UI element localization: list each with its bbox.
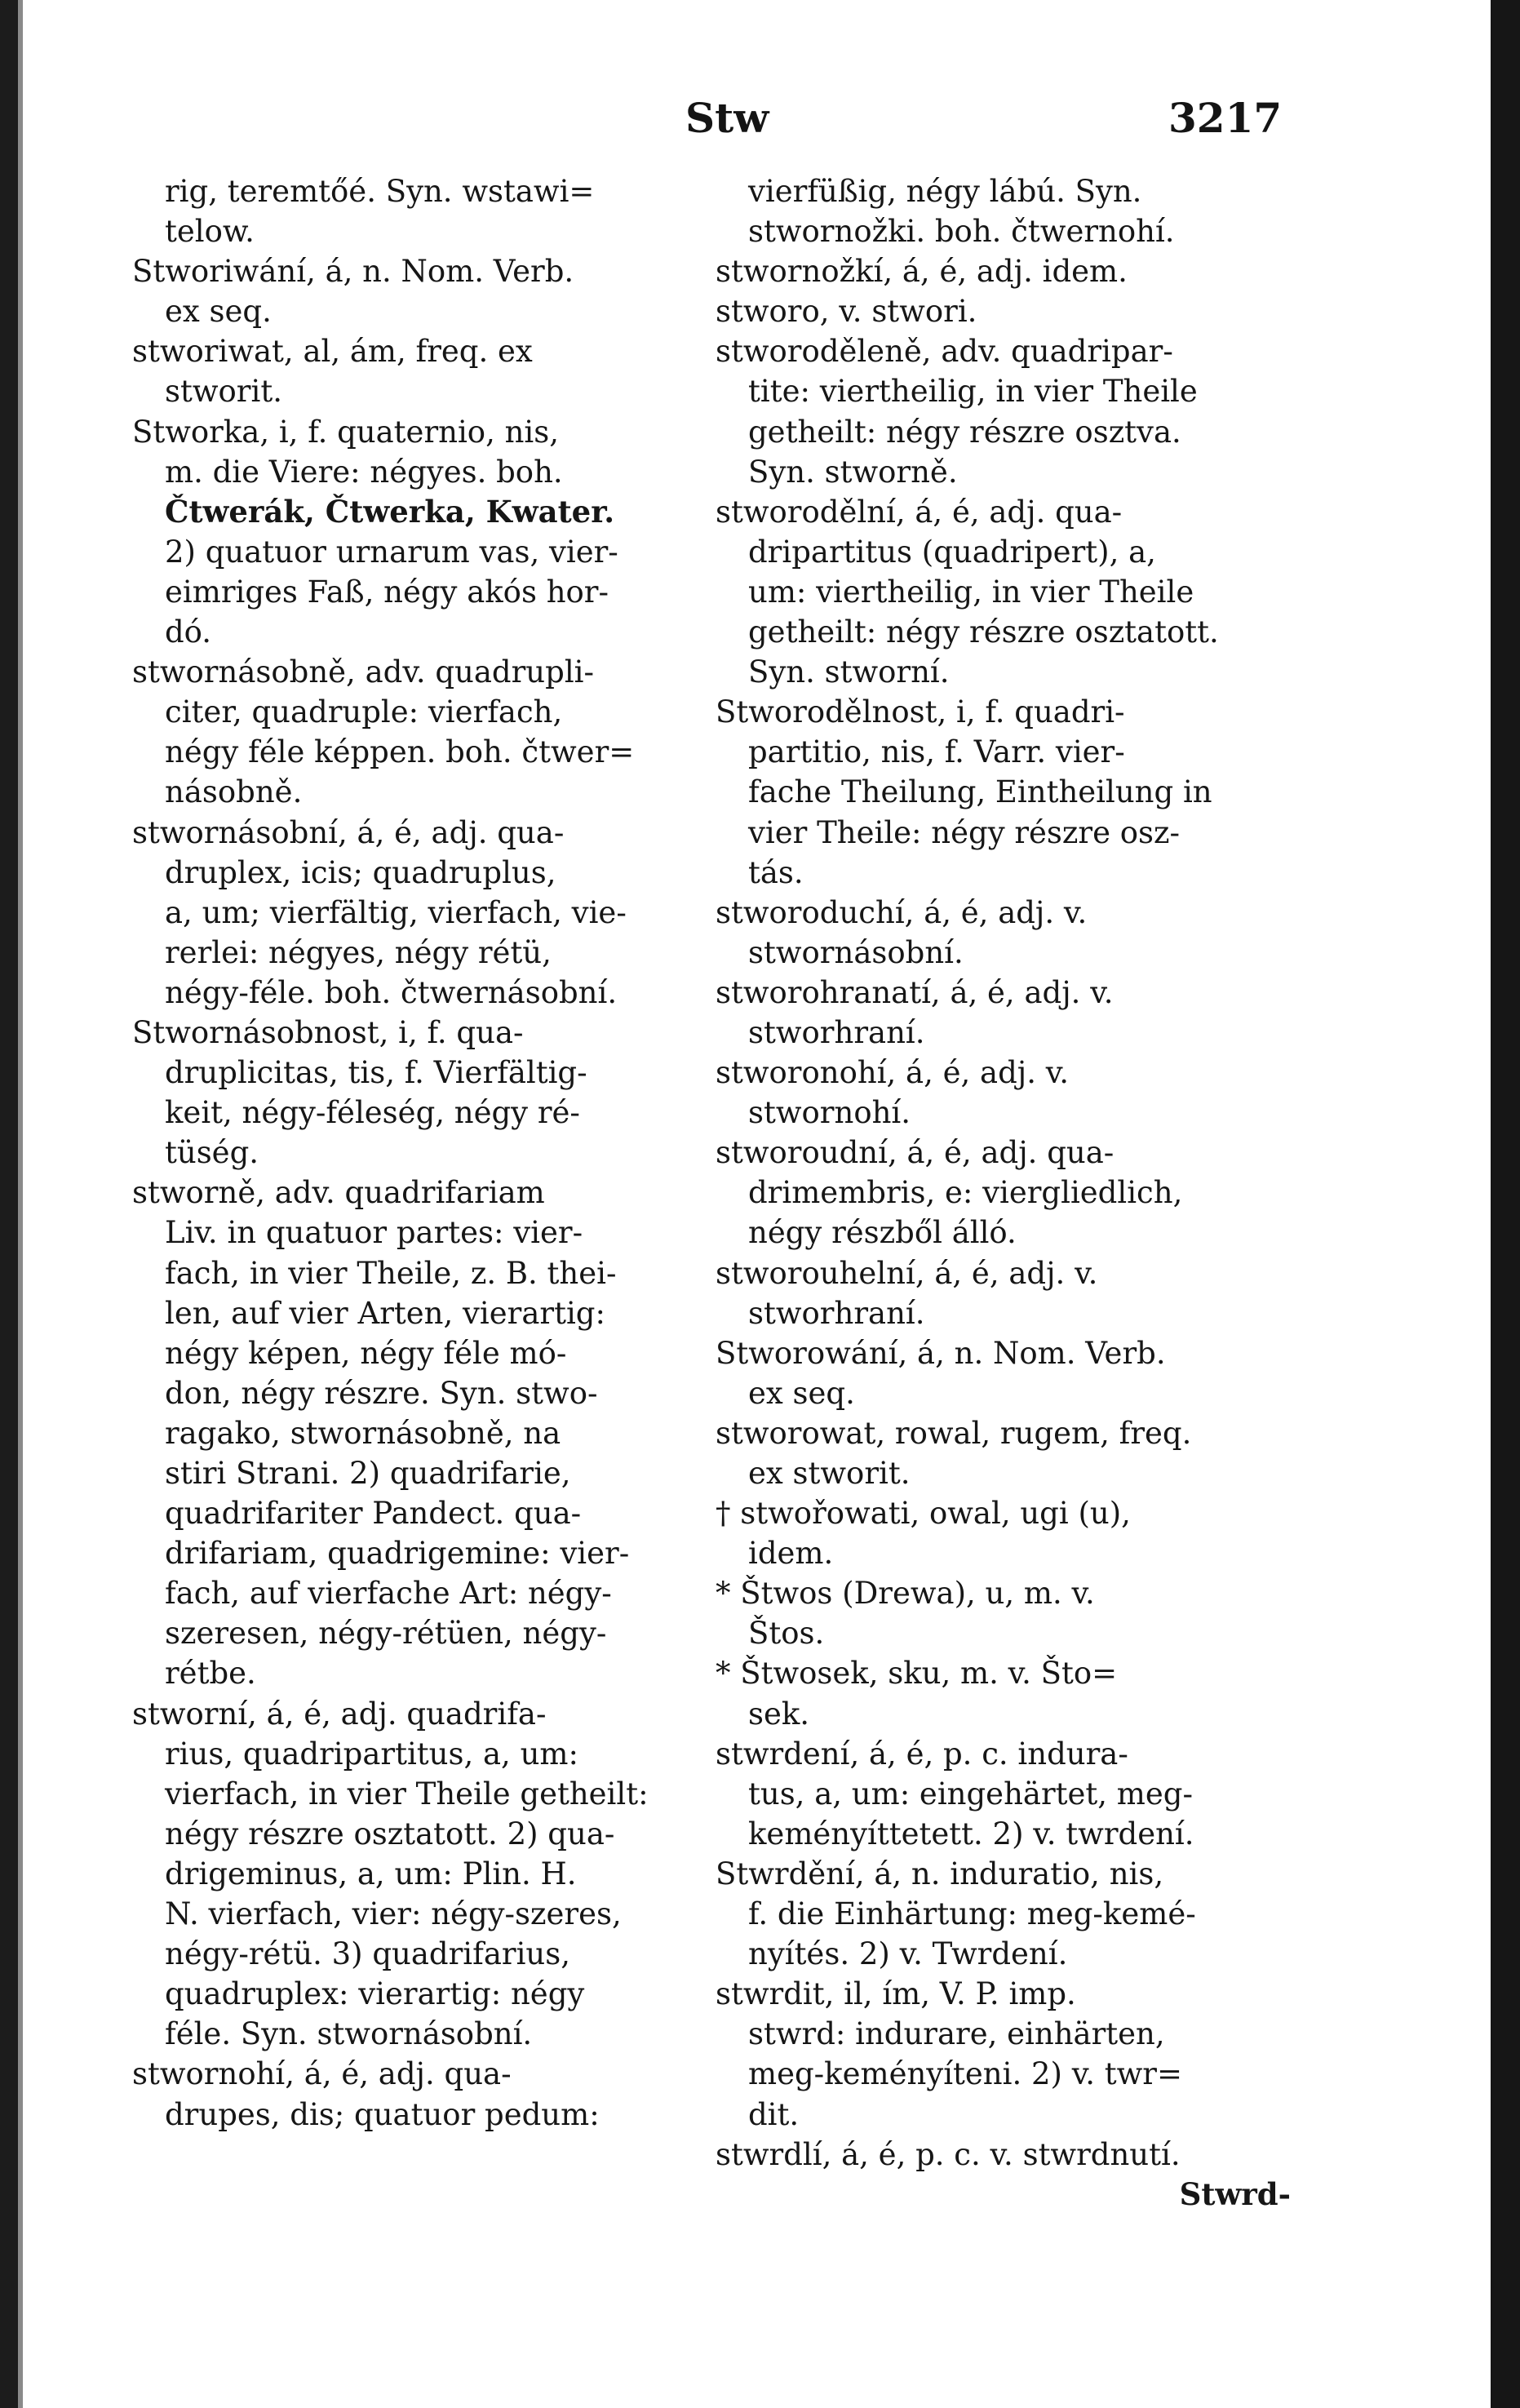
- entry-line: Štos.: [748, 1616, 825, 1652]
- entry-line: stworhraní.: [748, 1014, 925, 1050]
- entry-line: dripartitus (quadripert), a,: [748, 534, 1156, 570]
- catchword: Stwrd-: [1179, 2175, 1291, 2212]
- entry-line: stwornásobně, adv. quadrupli-: [132, 654, 594, 690]
- entry-line: don, négy részre. Syn. stwo-: [165, 1375, 598, 1411]
- page-edge-left: [0, 0, 18, 2408]
- entry-line: vierfach, in vier Theile getheilt:: [165, 1776, 649, 1812]
- entry-line: rius, quadripartitus, a, um:: [165, 1736, 578, 1772]
- entry-line: dit.: [748, 2096, 800, 2132]
- entry-line: † stwořowati, owal, ugi (u),: [716, 1496, 1131, 1532]
- entry-line: citer, quadruple: vierfach,: [165, 694, 563, 730]
- entry-line: meg-keményíteni. 2) v. twr=: [748, 2056, 1182, 2092]
- entry-line: stworowat, rowal, rugem, freq.: [716, 1415, 1192, 1451]
- entry-line: sek.: [748, 1696, 810, 1732]
- entry-line: ragako, stwornásobně, na: [165, 1415, 561, 1451]
- entry-line: ex stworit.: [748, 1456, 911, 1491]
- entry-line: keményíttetett. 2) v. twrdení.: [748, 1816, 1194, 1851]
- right-column: [716, 171, 1291, 2215]
- entry-line: idem.: [748, 1536, 834, 1572]
- entry-line: Stworka, i, f. quaternio, nis,: [132, 414, 560, 450]
- entry-line: len, auf vier Arten, vierartig:: [165, 1295, 605, 1331]
- entry-line: getheilt: négy részre osztatott.: [748, 614, 1219, 650]
- entry-line: négy részből álló.: [748, 1215, 1017, 1251]
- entry-line: stwornohí, á, é, adj. qua-: [132, 2056, 512, 2092]
- entry-line: stworodělní, á, é, adj. qua-: [716, 494, 1123, 530]
- entry-line: um: viertheilig, in vier Theile: [748, 574, 1194, 610]
- entry-line: Stwornásobnost, i, f. qua-: [132, 1014, 524, 1050]
- entry-line: ex seq.: [748, 1375, 855, 1411]
- entry-line: stworní, á, é, adj. quadrifa-: [132, 1696, 547, 1732]
- page-edge-right: [1491, 0, 1520, 2408]
- entry-line: násobně.: [165, 774, 303, 810]
- entry-line: stworo, v. stwori.: [716, 294, 977, 330]
- entry-line: Stworowání, á, n. Nom. Verb.: [716, 1335, 1166, 1371]
- entry-line: tüség.: [165, 1135, 259, 1171]
- entry-line: * Štwosek, sku, m. v. Što=: [716, 1656, 1118, 1692]
- entry-line: N. vierfach, vier: négy-szeres,: [165, 1896, 622, 1932]
- entry-line: 2) quatuor urnarum vas, vier-: [165, 534, 618, 570]
- entry-line: Syn. stworní.: [748, 654, 950, 690]
- entry-line: stworit.: [165, 374, 282, 410]
- entry-line: a, um; vierfältig, vierfach, vie-: [165, 894, 627, 930]
- entry-line: tus, a, um: eingehärtet, meg-: [748, 1776, 1193, 1812]
- entry-line: Syn. stworně.: [748, 454, 958, 490]
- entry-line: dó.: [165, 614, 212, 650]
- entry-line: stiri Strani. 2) quadrifarie,: [165, 1456, 571, 1491]
- entry-line: Stworiwání, á, n. Nom. Verb.: [132, 254, 574, 290]
- entry-line: nyítés. 2) v. Twrdení.: [748, 1936, 1068, 1972]
- entry-line: stworoduchí, á, é, adj. v.: [716, 894, 1088, 930]
- entry-line: stworhraní.: [748, 1295, 925, 1331]
- entry-line: quadrifariter Pandect. qua-: [165, 1496, 582, 1532]
- entry-line: szeresen, négy-rétüen, négy-: [165, 1616, 607, 1652]
- entry-line: stwornohí.: [748, 1095, 911, 1131]
- entry-line: stworoděleně, adv. quadripar-: [716, 334, 1173, 370]
- entry-line: drupes, dis; quatuor pedum:: [165, 2096, 600, 2132]
- left-column: [132, 171, 707, 2135]
- entry-line: rétbe.: [165, 1656, 256, 1692]
- entry-line: négy képen, négy féle mó-: [165, 1335, 567, 1371]
- entry-line: drifariam, quadrigemine: vier-: [165, 1536, 630, 1572]
- entry-line: stwornásobní, á, é, adj. qua-: [132, 814, 565, 850]
- entry-line: tite: viertheilig, in vier Theile: [748, 374, 1198, 410]
- entry-line: stworoudní, á, é, adj. qua-: [716, 1135, 1115, 1171]
- entry-line: fach, in vier Theile, z. B. thei-: [165, 1255, 617, 1291]
- guide-word: Stw: [685, 94, 769, 142]
- entry-line: Stwrdění, á, n. induratio, nis,: [716, 1856, 1164, 1891]
- entry-line: m. die Viere: négyes. boh.: [165, 454, 563, 490]
- entry-line: négy féle képpen. boh. čtwer=: [165, 734, 635, 770]
- entry-line: stworonohí, á, é, adj. v.: [716, 1055, 1070, 1091]
- entry-line: tás.: [748, 854, 804, 890]
- entry-line: ex seq.: [165, 294, 272, 330]
- entry-line: eimriges Faß, négy akós hor-: [165, 574, 609, 610]
- entry-line: partitio, nis, f. Varr. vier-: [748, 734, 1125, 770]
- entry-line: druplex, icis; quadruplus,: [165, 854, 556, 890]
- entry-line: fache Theilung, Eintheilung in: [748, 774, 1212, 810]
- entry-line: stworouhelní, á, é, adj. v.: [716, 1255, 1098, 1291]
- entry-line: drigeminus, a, um: Plin. H.: [165, 1856, 577, 1891]
- running-header: [0, 90, 1520, 147]
- entry-line: rerlei: négyes, négy rétü,: [165, 934, 552, 970]
- entry-line: stwrdit, il, ím, V. P. imp.: [716, 1976, 1076, 2012]
- entry-line: Čtwerák, Čtwerka, Kwater.: [165, 493, 615, 530]
- entry-line: Stworodělnost, i, f. quadri-: [716, 694, 1125, 730]
- entry-line: keit, négy-féleség, négy ré-: [165, 1095, 580, 1131]
- entry-line: négy részre osztatott. 2) qua-: [165, 1816, 615, 1851]
- entry-line: stwornásobní.: [748, 934, 964, 970]
- entry-line: getheilt: négy részre osztva.: [748, 414, 1181, 450]
- entry-line: druplicitas, tis, f. Vierfältig-: [165, 1055, 587, 1091]
- entry-line: quadruplex: vierartig: négy: [165, 1976, 585, 2012]
- entry-line: féle. Syn. stwornásobní.: [165, 2016, 533, 2052]
- entry-line: drimembris, e: viergliedlich,: [748, 1175, 1183, 1211]
- entry-line: rig, teremtőé. Syn. wstawi=: [165, 174, 595, 209]
- entry-line: fach, auf vierfache Art: négy-: [165, 1576, 612, 1612]
- entry-line: Liv. in quatuor partes: vier-: [165, 1215, 583, 1251]
- entry-line: f. die Einhärtung: meg-kemé-: [748, 1896, 1196, 1932]
- entry-line: stwrdlí, á, é, p. c. v. stwrdnutí.: [716, 2136, 1181, 2172]
- entry-line: * Štwos (Drewa), u, m. v.: [716, 1576, 1095, 1612]
- entry-line: stworně, adv. quadrifariam: [132, 1175, 545, 1211]
- entry-line: stworiwat, al, ám, freq. ex: [132, 334, 533, 370]
- entry-line: stworohranatí, á, é, adj. v.: [716, 974, 1114, 1010]
- entry-line: stwornožkí, á, é, adj. idem.: [716, 254, 1128, 290]
- entry-line: telow.: [165, 214, 255, 250]
- entry-line: vierfüßig, négy lábú. Syn.: [748, 174, 1142, 209]
- entry-line: stwornožki. boh. čtwernohí.: [748, 214, 1175, 250]
- entry-line: stwrdení, á, é, p. c. indura-: [716, 1736, 1128, 1772]
- page-number: 3217: [1168, 94, 1283, 142]
- entry-line: négy-rétü. 3) quadrifarius,: [165, 1936, 570, 1972]
- entry-line: stwrd: indurare, einhärten,: [748, 2016, 1165, 2052]
- entry-line: vier Theile: négy részre osz-: [748, 814, 1181, 850]
- entry-line: négy-féle. boh. čtwernásobní.: [165, 974, 618, 1010]
